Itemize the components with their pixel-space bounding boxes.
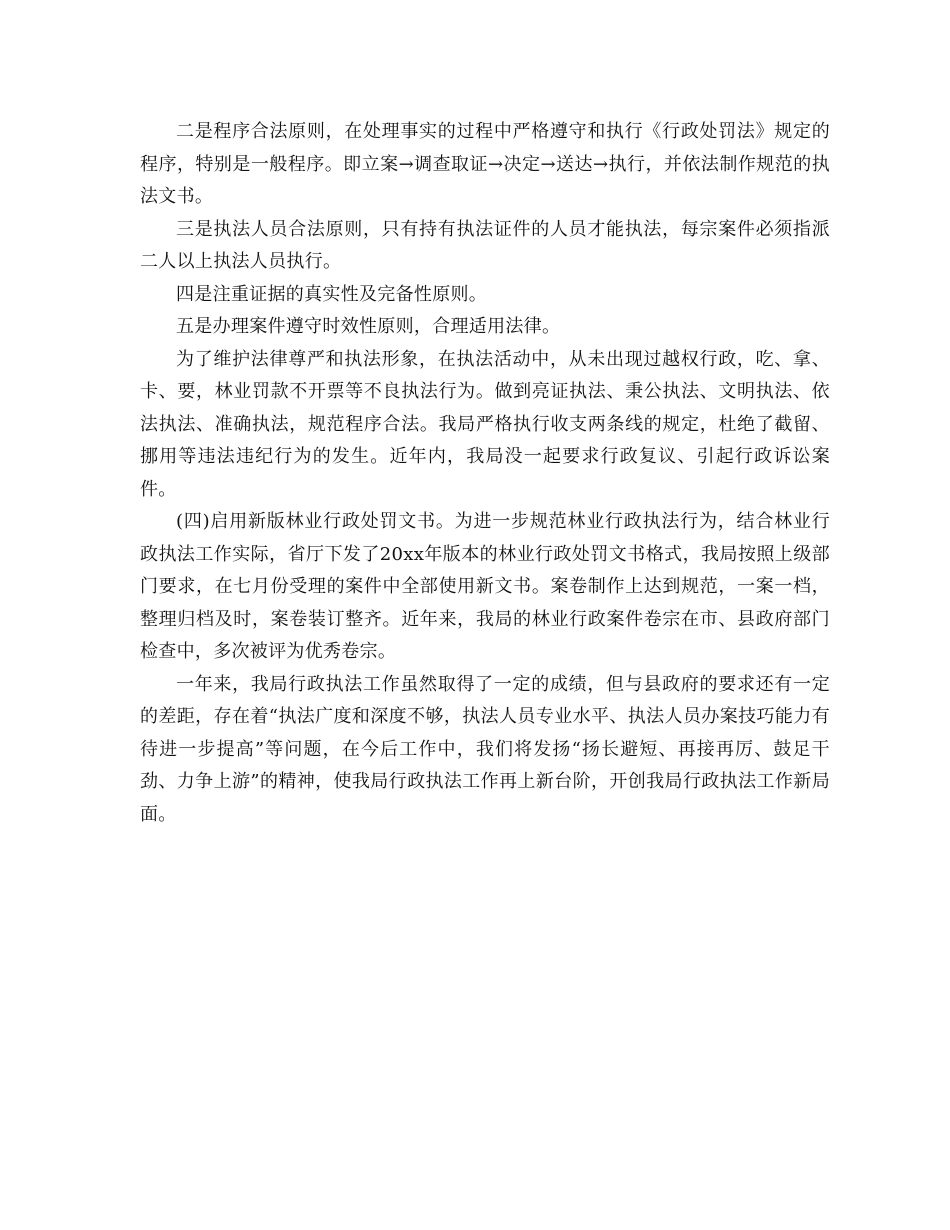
- paragraph-law-enforcement-image: 为了维护法律尊严和执法形象，在执法活动中，从未出现过越权行政，吃、拿、卡、要，林业罚款不开票等不良执法行为。做到亮证执法、秉公执法、文明执法、依法执法、准确执法，规范程序合法。我局严格执行收支两条线的规定，杜绝了截留、挪用等违法违纪行为的发生。近年内，我局没一起要求行政复议、引起行政诉讼案件。: [140, 348, 830, 500]
- paragraph-year-summary: 一年来，我局行政执法工作虽然取得了一定的成绩，但与县政府的要求还有一定的差距，存在着“执法广度和深度不够，执法人员专业水平、执法人员办案技巧能力有待进一步提高”等问题，在今后工作中，我们将发扬“扬长避短、再接再厉、鼓足干劲、力争上游”的精神，使我局行政执法工作再上新台阶，开创我局行政执法工作新局面。: [140, 673, 830, 825]
- paragraph-new-penalty-documents: (四)启用新版林业行政处罚文书。为进一步规范林业行政执法行为，结合林业行政执法工作实际，省厅下发了20xx年版本的林业行政处罚文书格式，我局按照上级部门要求，在七月份受理的案件中全部使用新文书。案卷制作上达到规范，一案一档，整理归档及时，案卷装订整齐。近年来，我局的林业行政案件卷宗在市、县政府部门检查中，多次被评为优秀卷宗。: [140, 511, 830, 662]
- paragraph-evidence-principle: 四是注重证据的真实性及完备性原则。: [176, 283, 488, 305]
- paragraph-procedure-legality: 二是程序合法原则，在处理事实的过程中严格遵守和执行《行政处罚法》规定的程序，特别是一般程序。即立案→调查取证→决定→送达→执行，并依法制作规范的执法文书。: [140, 121, 830, 207]
- paragraph-timeliness-principle: 五是办理案件遵守时效性原则，合理适用法律。: [176, 316, 561, 337]
- paragraph-personnel-legality: 三是执法人员合法原则，只有持有执法证件的人员才能执法，每宗案件必须指派二人以上执法人员执行。: [140, 218, 830, 272]
- document-body: [140, 116, 830, 831]
